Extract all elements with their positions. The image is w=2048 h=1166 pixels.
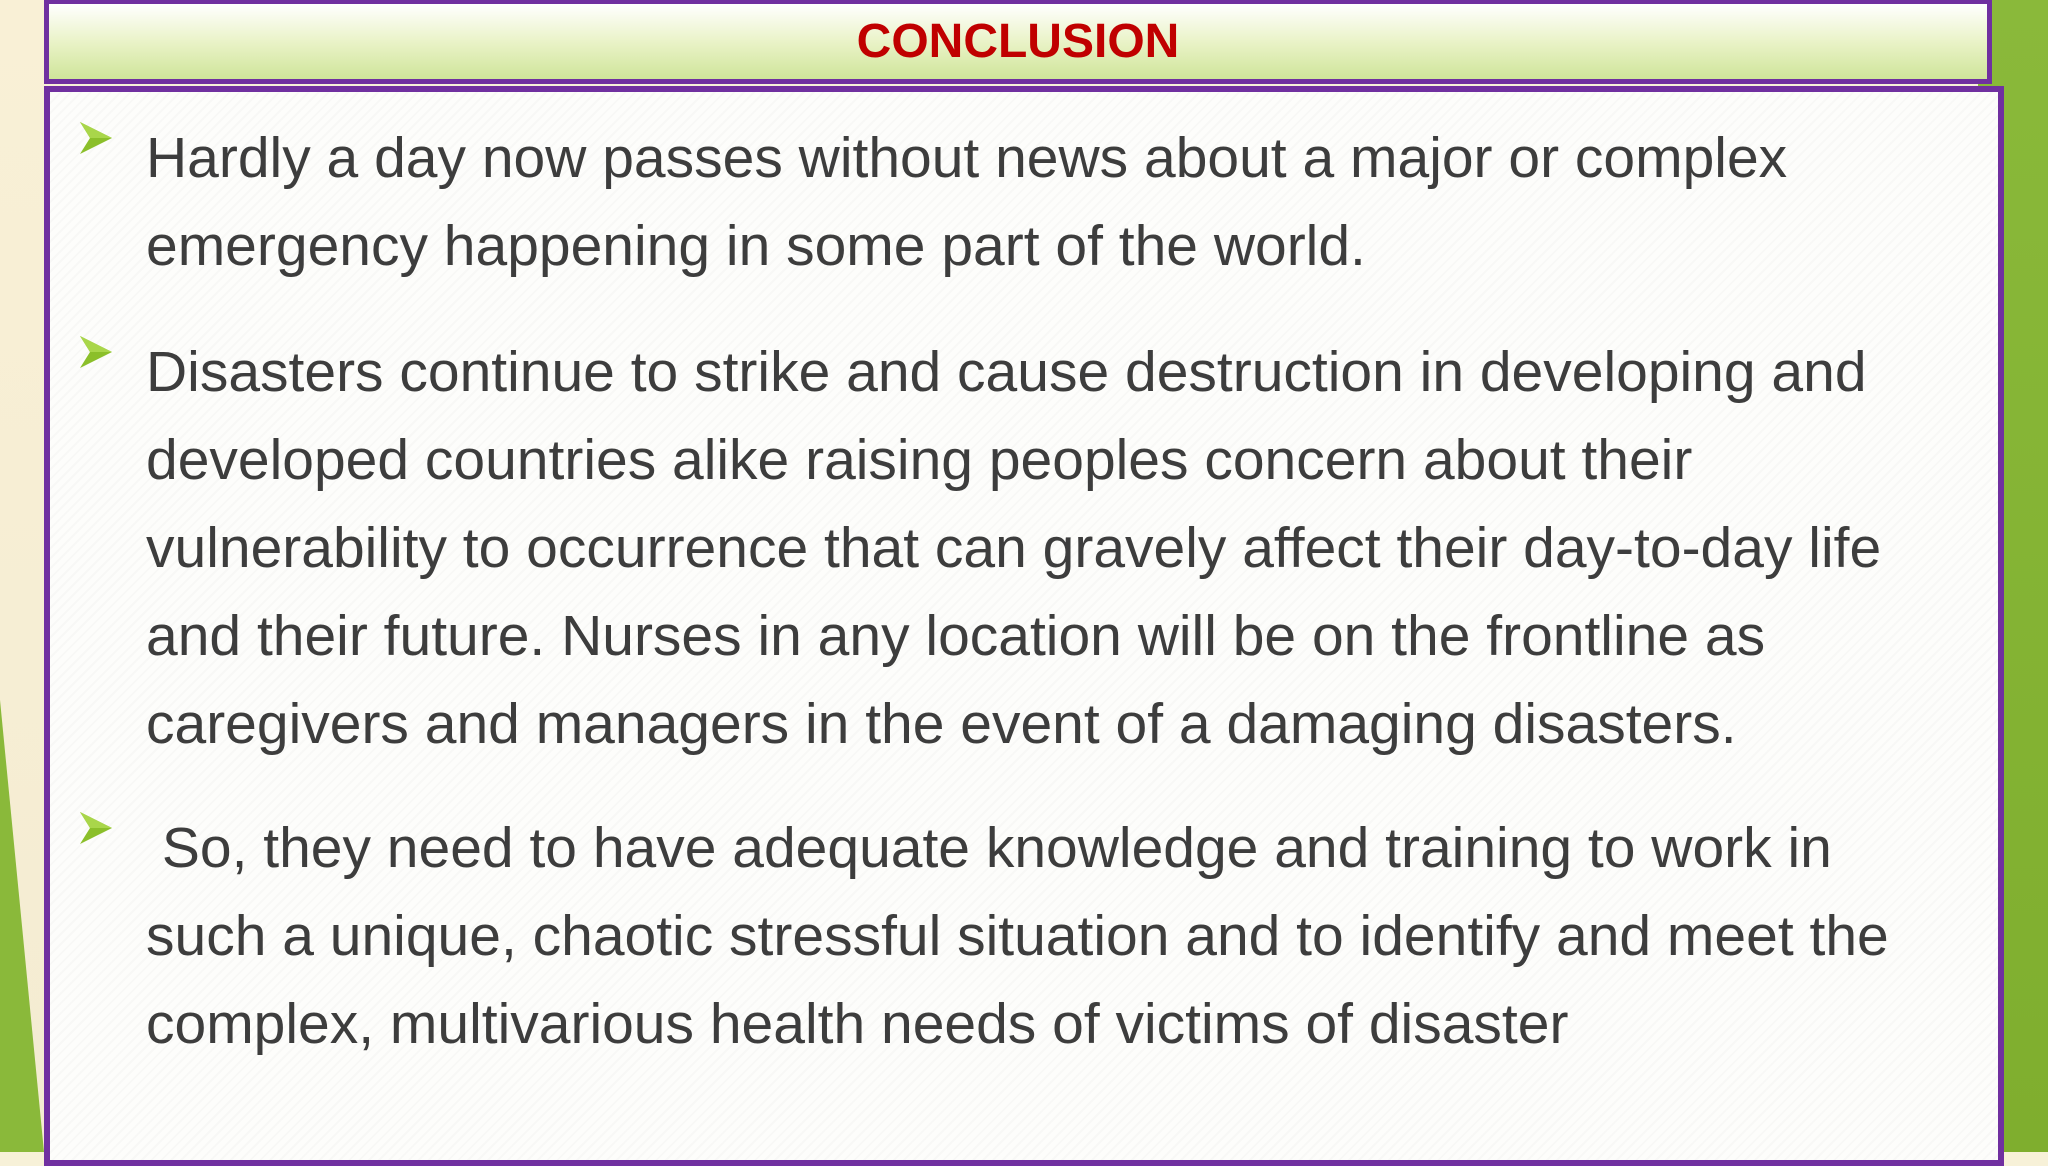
arrowhead-bullet-icon xyxy=(76,118,116,158)
bullet-text: Disasters continue to strike and cause destruction in developing and developed countries alike raising peoples concern about their vulnerability to occurrence that can gravely affect their day-to-day life and their future. Nurses in any location will be on the frontline as caregivers and managers in the event of a damaging disasters. xyxy=(146,340,1882,756)
slide-title: CONCLUSION xyxy=(856,15,1180,68)
arrowhead-bullet-icon xyxy=(76,808,116,848)
bullet-text: So, they need to have adequate knowledge and training to work in such a unique, chaotic stressful situation and to identify and meet the complex, multivarious health needs of victims of disaster xyxy=(146,816,1905,1056)
arrowhead-bullet-icon xyxy=(76,332,116,372)
content-box xyxy=(44,86,2004,1166)
bullet-text: Hardly a day now passes without news about a major or complex emergency happening in some part of the world. xyxy=(146,126,1788,278)
title-bar xyxy=(44,0,1992,84)
